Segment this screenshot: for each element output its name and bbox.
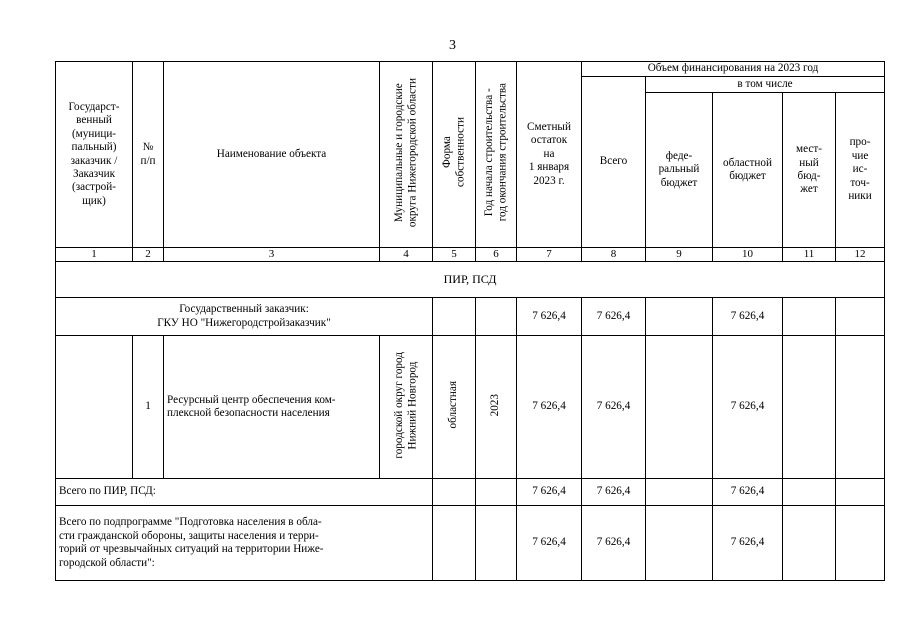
- header-other: про- чие ис- точ- ники: [836, 93, 885, 248]
- empty-cell: [433, 298, 476, 336]
- subprogram-regional: 7 626,4: [713, 506, 783, 581]
- customer-row: [56, 298, 885, 336]
- empty-cell: [646, 298, 713, 336]
- empty-cell: [783, 479, 836, 506]
- object-total: 7 626,4: [582, 336, 646, 479]
- total-pir-total: 7 626,4: [582, 479, 646, 506]
- object-ownership-text: областная: [447, 381, 460, 429]
- total-pir-label: Всего по ПИР, ПСД:: [56, 479, 433, 506]
- column-number: 1: [56, 248, 133, 262]
- header-ownership-text: Форма собственности: [440, 117, 466, 188]
- column-number: 10: [713, 248, 783, 262]
- section-row: [56, 262, 885, 298]
- column-number: 5: [433, 248, 476, 262]
- page-number: 3: [449, 38, 456, 53]
- header-including: в том числе: [646, 77, 885, 93]
- empty-cell: [836, 336, 885, 479]
- empty-cell: [783, 298, 836, 336]
- customer-label: Государственный заказчик: ГКУ НО "Нижегородстройзаказчик": [56, 298, 433, 336]
- empty-cell: [646, 336, 713, 479]
- header-federal: феде- ральный бюджет: [646, 93, 713, 248]
- header-number: № п/п: [133, 62, 164, 248]
- header-ownership: [433, 62, 476, 248]
- empty-cell: [783, 336, 836, 479]
- customer-total: 7 626,4: [582, 298, 646, 336]
- column-number-row: [56, 248, 885, 262]
- subprogram-estimate: 7 626,4: [517, 506, 582, 581]
- header-years-text: Год начала строительства - год окончания строительства: [482, 83, 508, 222]
- header-local: мест- ный бюд- жет: [783, 93, 836, 248]
- empty-cell: [836, 506, 885, 581]
- header-customer: Государст- венный (муници- пальный) заказчик / Заказчик (застрой- щик): [56, 62, 133, 248]
- object-estimate: 7 626,4: [517, 336, 582, 479]
- empty-cell: [476, 298, 517, 336]
- column-number: 6: [476, 248, 517, 262]
- column-number: 11: [783, 248, 836, 262]
- column-number: 8: [582, 248, 646, 262]
- object-number: 1: [133, 336, 164, 479]
- object-years-text: 2023: [489, 393, 502, 417]
- customer-estimate: 7 626,4: [517, 298, 582, 336]
- object-name: Ресурсный центр обеспечения ком- плексной безопасности населения: [164, 336, 380, 479]
- empty-cell: [433, 479, 476, 506]
- column-number: 7: [517, 248, 582, 262]
- empty-cell: [646, 506, 713, 581]
- object-district: [380, 336, 433, 479]
- column-number: 4: [380, 248, 433, 262]
- empty-cell: [836, 479, 885, 506]
- object-district-text: городской округ город Нижний Новгород: [392, 351, 418, 459]
- header-total: Всего: [582, 77, 646, 248]
- empty-cell: [433, 506, 476, 581]
- subprogram-row: [56, 506, 885, 581]
- object-regional: 7 626,4: [713, 336, 783, 479]
- header-district-text: Муниципальные и городские округа Нижегородской области: [392, 77, 418, 227]
- column-number: 3: [164, 248, 380, 262]
- header-regional: областной бюджет: [713, 93, 783, 248]
- total-pir-row: [56, 479, 885, 506]
- header-years: [476, 62, 517, 248]
- header-row-1: [56, 62, 885, 77]
- header-funding-title: Объем финансирования на 2023 год: [582, 62, 885, 77]
- subprogram-label: Всего по подпрограмме "Подготовка населения в обла- сти гражданской обороны, защиты населения и терри- торий от чрезвычайных ситуаций на территории Ниже- городской области":: [56, 506, 433, 581]
- object-years: [476, 336, 517, 479]
- financing-table: [55, 61, 885, 581]
- empty-cell: [476, 506, 517, 581]
- subprogram-total: 7 626,4: [582, 506, 646, 581]
- header-district: [380, 62, 433, 248]
- empty-cell: [476, 479, 517, 506]
- total-pir-regional: 7 626,4: [713, 479, 783, 506]
- header-object-name: Наименование объекта: [164, 62, 380, 248]
- object-row: [56, 336, 885, 479]
- customer-regional: 7 626,4: [713, 298, 783, 336]
- column-number: 2: [133, 248, 164, 262]
- column-number: 12: [836, 248, 885, 262]
- empty-cell: [783, 506, 836, 581]
- column-number: 9: [646, 248, 713, 262]
- empty-cell: [56, 336, 133, 479]
- section-title: ПИР, ПСД: [56, 262, 885, 298]
- object-ownership: [433, 336, 476, 479]
- header-estimate: Сметный остаток на 1 января 2023 г.: [517, 62, 582, 248]
- empty-cell: [836, 298, 885, 336]
- empty-cell: [646, 479, 713, 506]
- total-pir-estimate: 7 626,4: [517, 479, 582, 506]
